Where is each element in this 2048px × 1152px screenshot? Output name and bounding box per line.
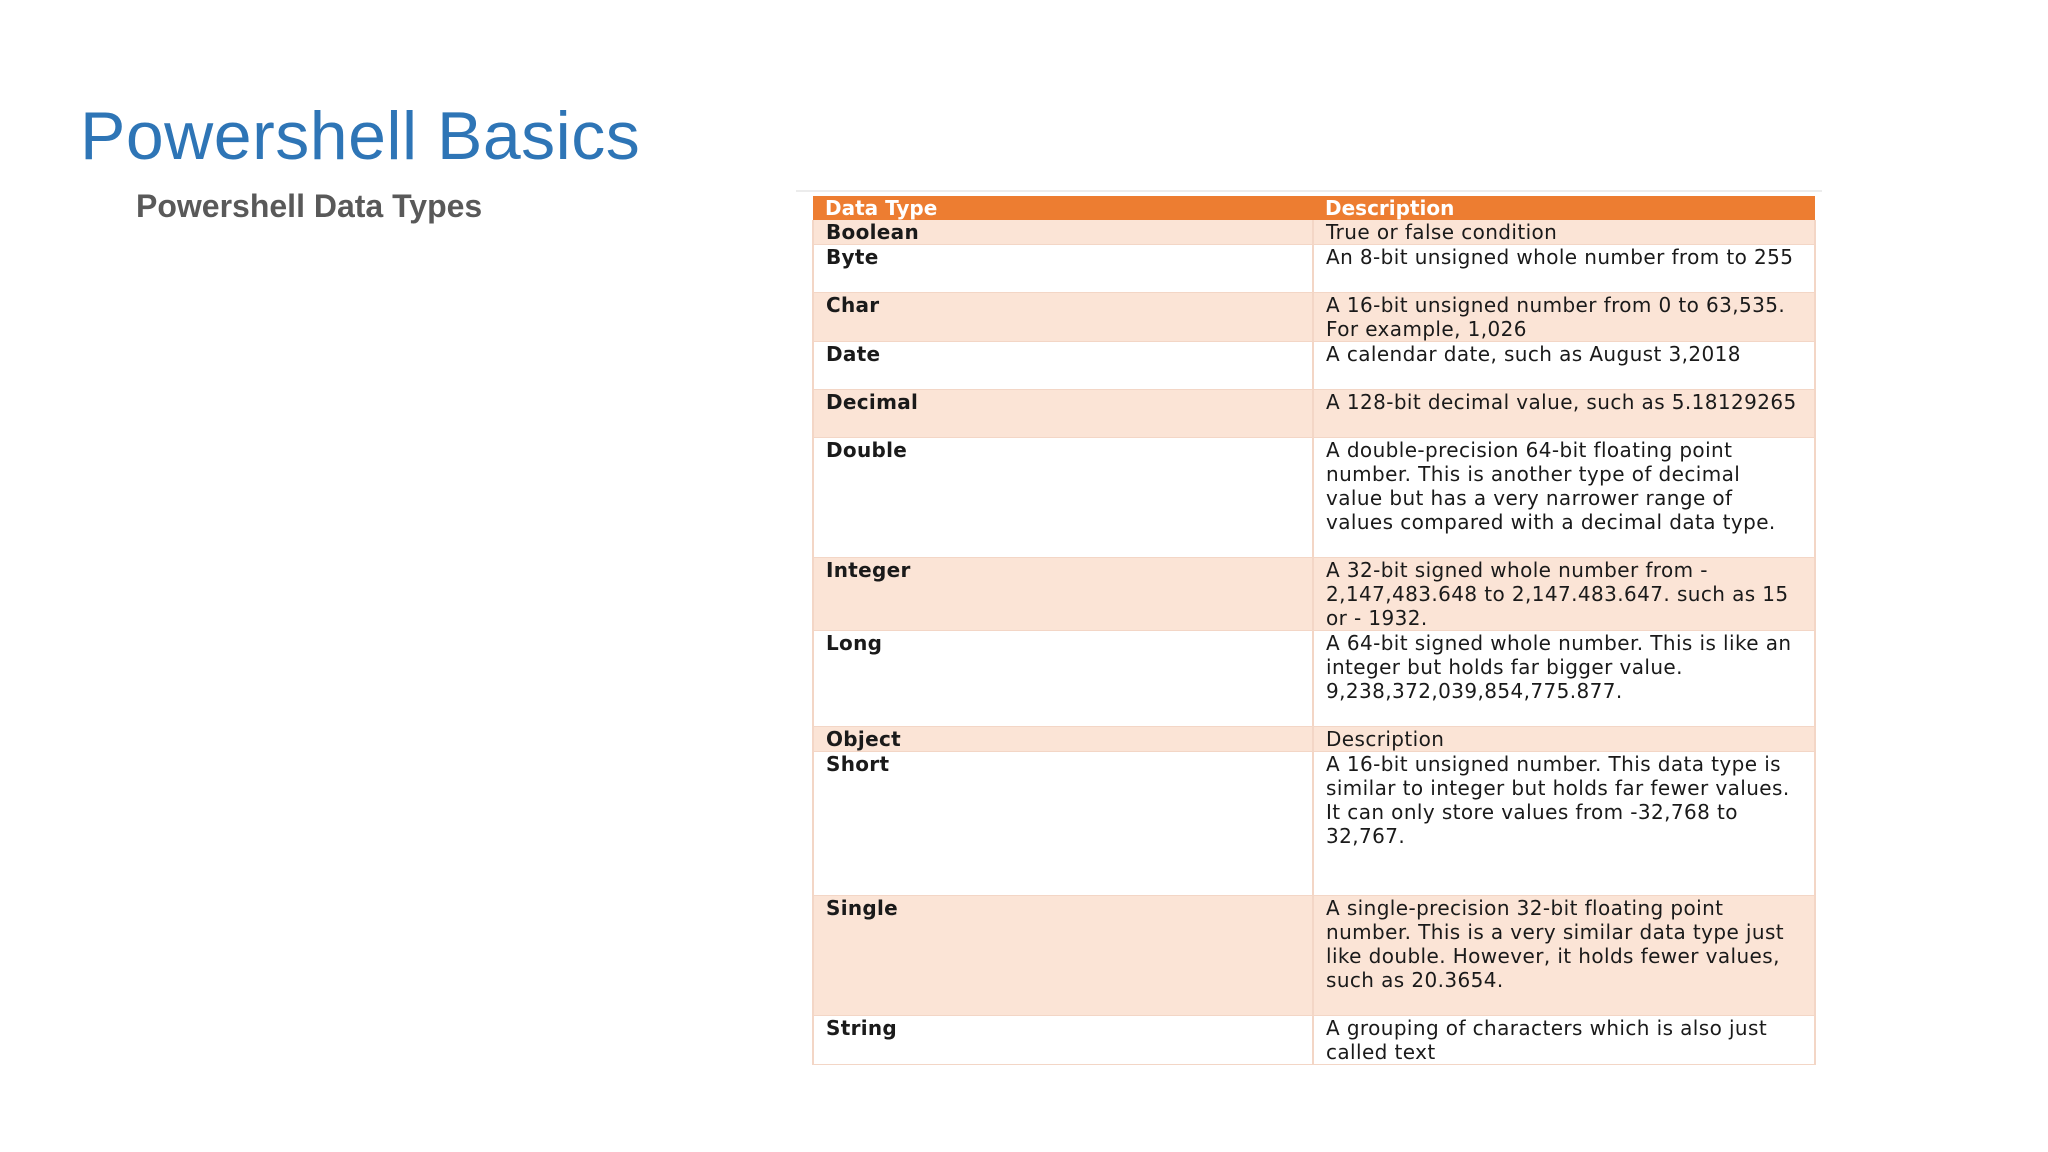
description-cell: A 64-bit signed whole number. This is like an integer but holds far bigger value. 9,238,372,039,854,775.877. xyxy=(1313,631,1815,727)
type-cell: Integer xyxy=(813,558,1313,631)
table-row xyxy=(813,631,1815,727)
table-row xyxy=(813,342,1815,390)
type-cell: Date xyxy=(813,342,1313,390)
type-cell: Long xyxy=(813,631,1313,727)
table-row xyxy=(813,390,1815,438)
table-row xyxy=(813,752,1815,896)
slide-subtitle: Powershell Data Types xyxy=(136,188,483,224)
type-cell: Char xyxy=(813,293,1313,342)
table-row xyxy=(813,438,1815,558)
table-row xyxy=(813,727,1815,752)
description-cell: A 128-bit decimal value, such as 5.18129265 xyxy=(1313,390,1815,438)
description-cell: A 16-bit unsigned number. This data type is similar to integer but holds far fewer values. It can only store values from -32,768 to 32,767. xyxy=(1313,752,1815,896)
type-cell: String xyxy=(813,1016,1313,1065)
data-types-table xyxy=(812,196,1816,1065)
slide-title: Powershell Basics xyxy=(80,98,641,174)
type-cell: Single xyxy=(813,896,1313,1016)
header-description: Description xyxy=(1313,196,1815,220)
description-cell: A single-precision 32-bit floating point number. This is a very similar data type just like double. However, it holds fewer values, such as 20.3654. xyxy=(1313,896,1815,1016)
table-header-row xyxy=(813,196,1815,220)
description-cell: Description xyxy=(1313,727,1815,752)
type-cell: Decimal xyxy=(813,390,1313,438)
table-row xyxy=(813,896,1815,1016)
description-cell: A calendar date, such as August 3,2018 xyxy=(1313,342,1815,390)
table-row xyxy=(813,245,1815,293)
table-row xyxy=(813,220,1815,245)
description-cell: A grouping of characters which is also just called text xyxy=(1313,1016,1815,1065)
description-cell: True or false condition xyxy=(1313,220,1815,245)
type-cell: Byte xyxy=(813,245,1313,293)
type-cell: Object xyxy=(813,727,1313,752)
type-cell: Boolean xyxy=(813,220,1313,245)
table-row xyxy=(813,558,1815,631)
type-cell: Double xyxy=(813,438,1313,558)
description-cell: An 8-bit unsigned whole number from to 255 xyxy=(1313,245,1815,293)
description-cell: A 16-bit unsigned number from 0 to 63,535. For example, 1,026 xyxy=(1313,293,1815,342)
description-cell: A 32-bit signed whole number from - 2,147,483.648 to 2,147.483.647. such as 15 or - 1932. xyxy=(1313,558,1815,631)
table-row xyxy=(813,293,1815,342)
table-row xyxy=(813,1016,1815,1065)
description-cell: A double-precision 64-bit floating point number. This is another type of decimal value but has a very narrower range of values compared with a decimal data type. xyxy=(1313,438,1815,558)
type-cell: Short xyxy=(813,752,1313,896)
header-data-type: Data Type xyxy=(813,196,1313,220)
